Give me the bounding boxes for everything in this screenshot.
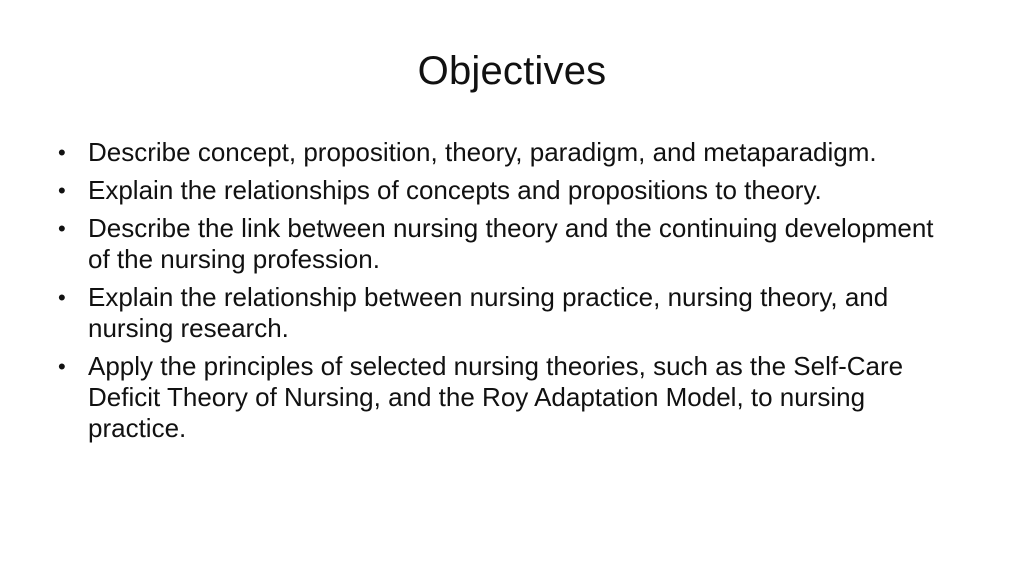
objectives-list <box>58 137 958 451</box>
bullet-text: Describe the link between nursing theory and the continuing development of the nursing profession. <box>88 213 934 274</box>
list-item <box>58 282 958 344</box>
bullet-icon: • <box>58 285 66 310</box>
bullet-icon: • <box>58 354 66 379</box>
bullet-text: Explain the relationships of concepts and propositions to theory. <box>88 175 822 205</box>
bullet-text: Apply the principles of selected nursing theories, such as the Self-Care Deficit Theory of Nursing, and the Roy Adaptation Model, to nursing practice. <box>88 351 904 443</box>
list-item <box>58 175 958 206</box>
bullet-icon: • <box>58 216 66 241</box>
bullet-text: Explain the relationship between nursing practice, nursing theory, and nursing research. <box>88 282 889 343</box>
bullet-icon: • <box>58 140 66 165</box>
slide-title: Objectives <box>417 49 607 93</box>
list-item <box>58 213 958 275</box>
list-item <box>58 137 958 168</box>
bullet-icon: • <box>58 178 66 203</box>
list-item <box>58 351 958 444</box>
bullet-text: Describe concept, proposition, theory, paradigm, and metaparadigm. <box>88 137 877 167</box>
